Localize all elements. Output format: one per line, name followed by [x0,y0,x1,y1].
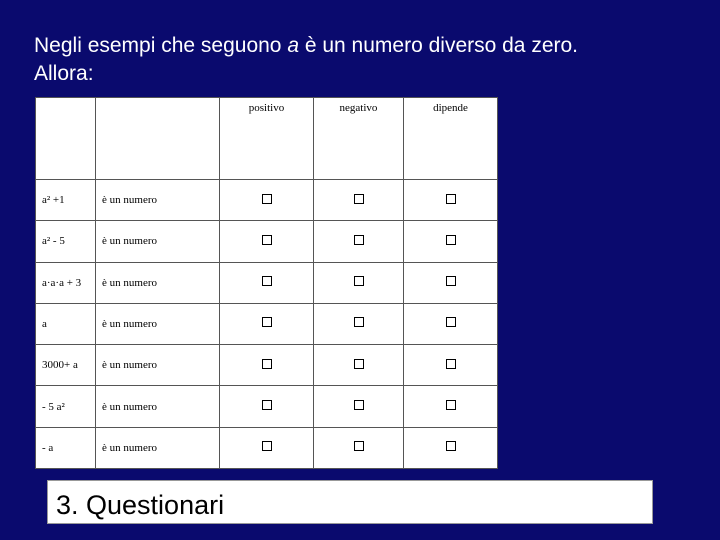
checkbox-negativo[interactable] [314,386,404,427]
row-expression: a² - 5 [36,221,96,262]
checkbox-positivo[interactable] [220,221,314,262]
row-expression: - a [36,427,96,468]
checkbox-positivo[interactable] [220,262,314,303]
table-row [36,221,498,262]
row-phrase: è un numero [96,427,220,468]
checkbox-negativo[interactable] [314,221,404,262]
table-row [36,386,498,427]
column-header-negativo: negativo [314,98,404,180]
checkbox-negativo[interactable] [314,345,404,386]
row-expression: a² +1 [36,180,96,221]
checkbox-dipende[interactable] [404,427,498,468]
row-expression: a [36,303,96,344]
heading-line-2: Allora: [34,62,94,85]
column-header-dipende: dipende [404,98,498,180]
checkbox-dipende[interactable] [404,345,498,386]
checkbox-dipende[interactable] [404,303,498,344]
header-empty-cell [96,98,220,180]
row-expression: 3000+ a [36,345,96,386]
heading-text-suffix: è un numero diverso da zero. [299,34,579,57]
checkbox-positivo[interactable] [220,427,314,468]
checkbox-negativo[interactable] [314,427,404,468]
table-row [36,345,498,386]
checkbox-dipende[interactable] [404,221,498,262]
header-empty-cell [36,98,96,180]
section-title: 3. Questionari [56,490,225,520]
checkbox-negativo[interactable] [314,180,404,221]
questionnaire-table [35,97,498,469]
section-title-box [47,480,653,524]
checkbox-positivo[interactable] [220,180,314,221]
column-header-positivo: positivo [220,98,314,180]
heading-variable: a [287,34,300,57]
checkbox-positivo[interactable] [220,345,314,386]
table-row [36,303,498,344]
row-phrase: è un numero [96,386,220,427]
table-row [36,180,498,221]
row-phrase: è un numero [96,180,220,221]
table-row [36,262,498,303]
row-phrase: è un numero [96,303,220,344]
checkbox-dipende[interactable] [404,262,498,303]
row-phrase: è un numero [96,221,220,262]
row-phrase: è un numero [96,262,220,303]
row-phrase: è un numero [96,345,220,386]
slide-heading [34,32,694,88]
checkbox-dipende[interactable] [404,386,498,427]
row-expression: a·a·a + 3 [36,262,96,303]
heading-line-1 [34,32,694,60]
checkbox-positivo[interactable] [220,386,314,427]
checkbox-negativo[interactable] [314,262,404,303]
table-row [36,427,498,468]
checkbox-dipende[interactable] [404,180,498,221]
row-expression: - 5 a² [36,386,96,427]
heading-text-prefix: Negli esempi che seguono [34,34,288,57]
checkbox-positivo[interactable] [220,303,314,344]
checkbox-negativo[interactable] [314,303,404,344]
table-header-row [36,98,498,180]
